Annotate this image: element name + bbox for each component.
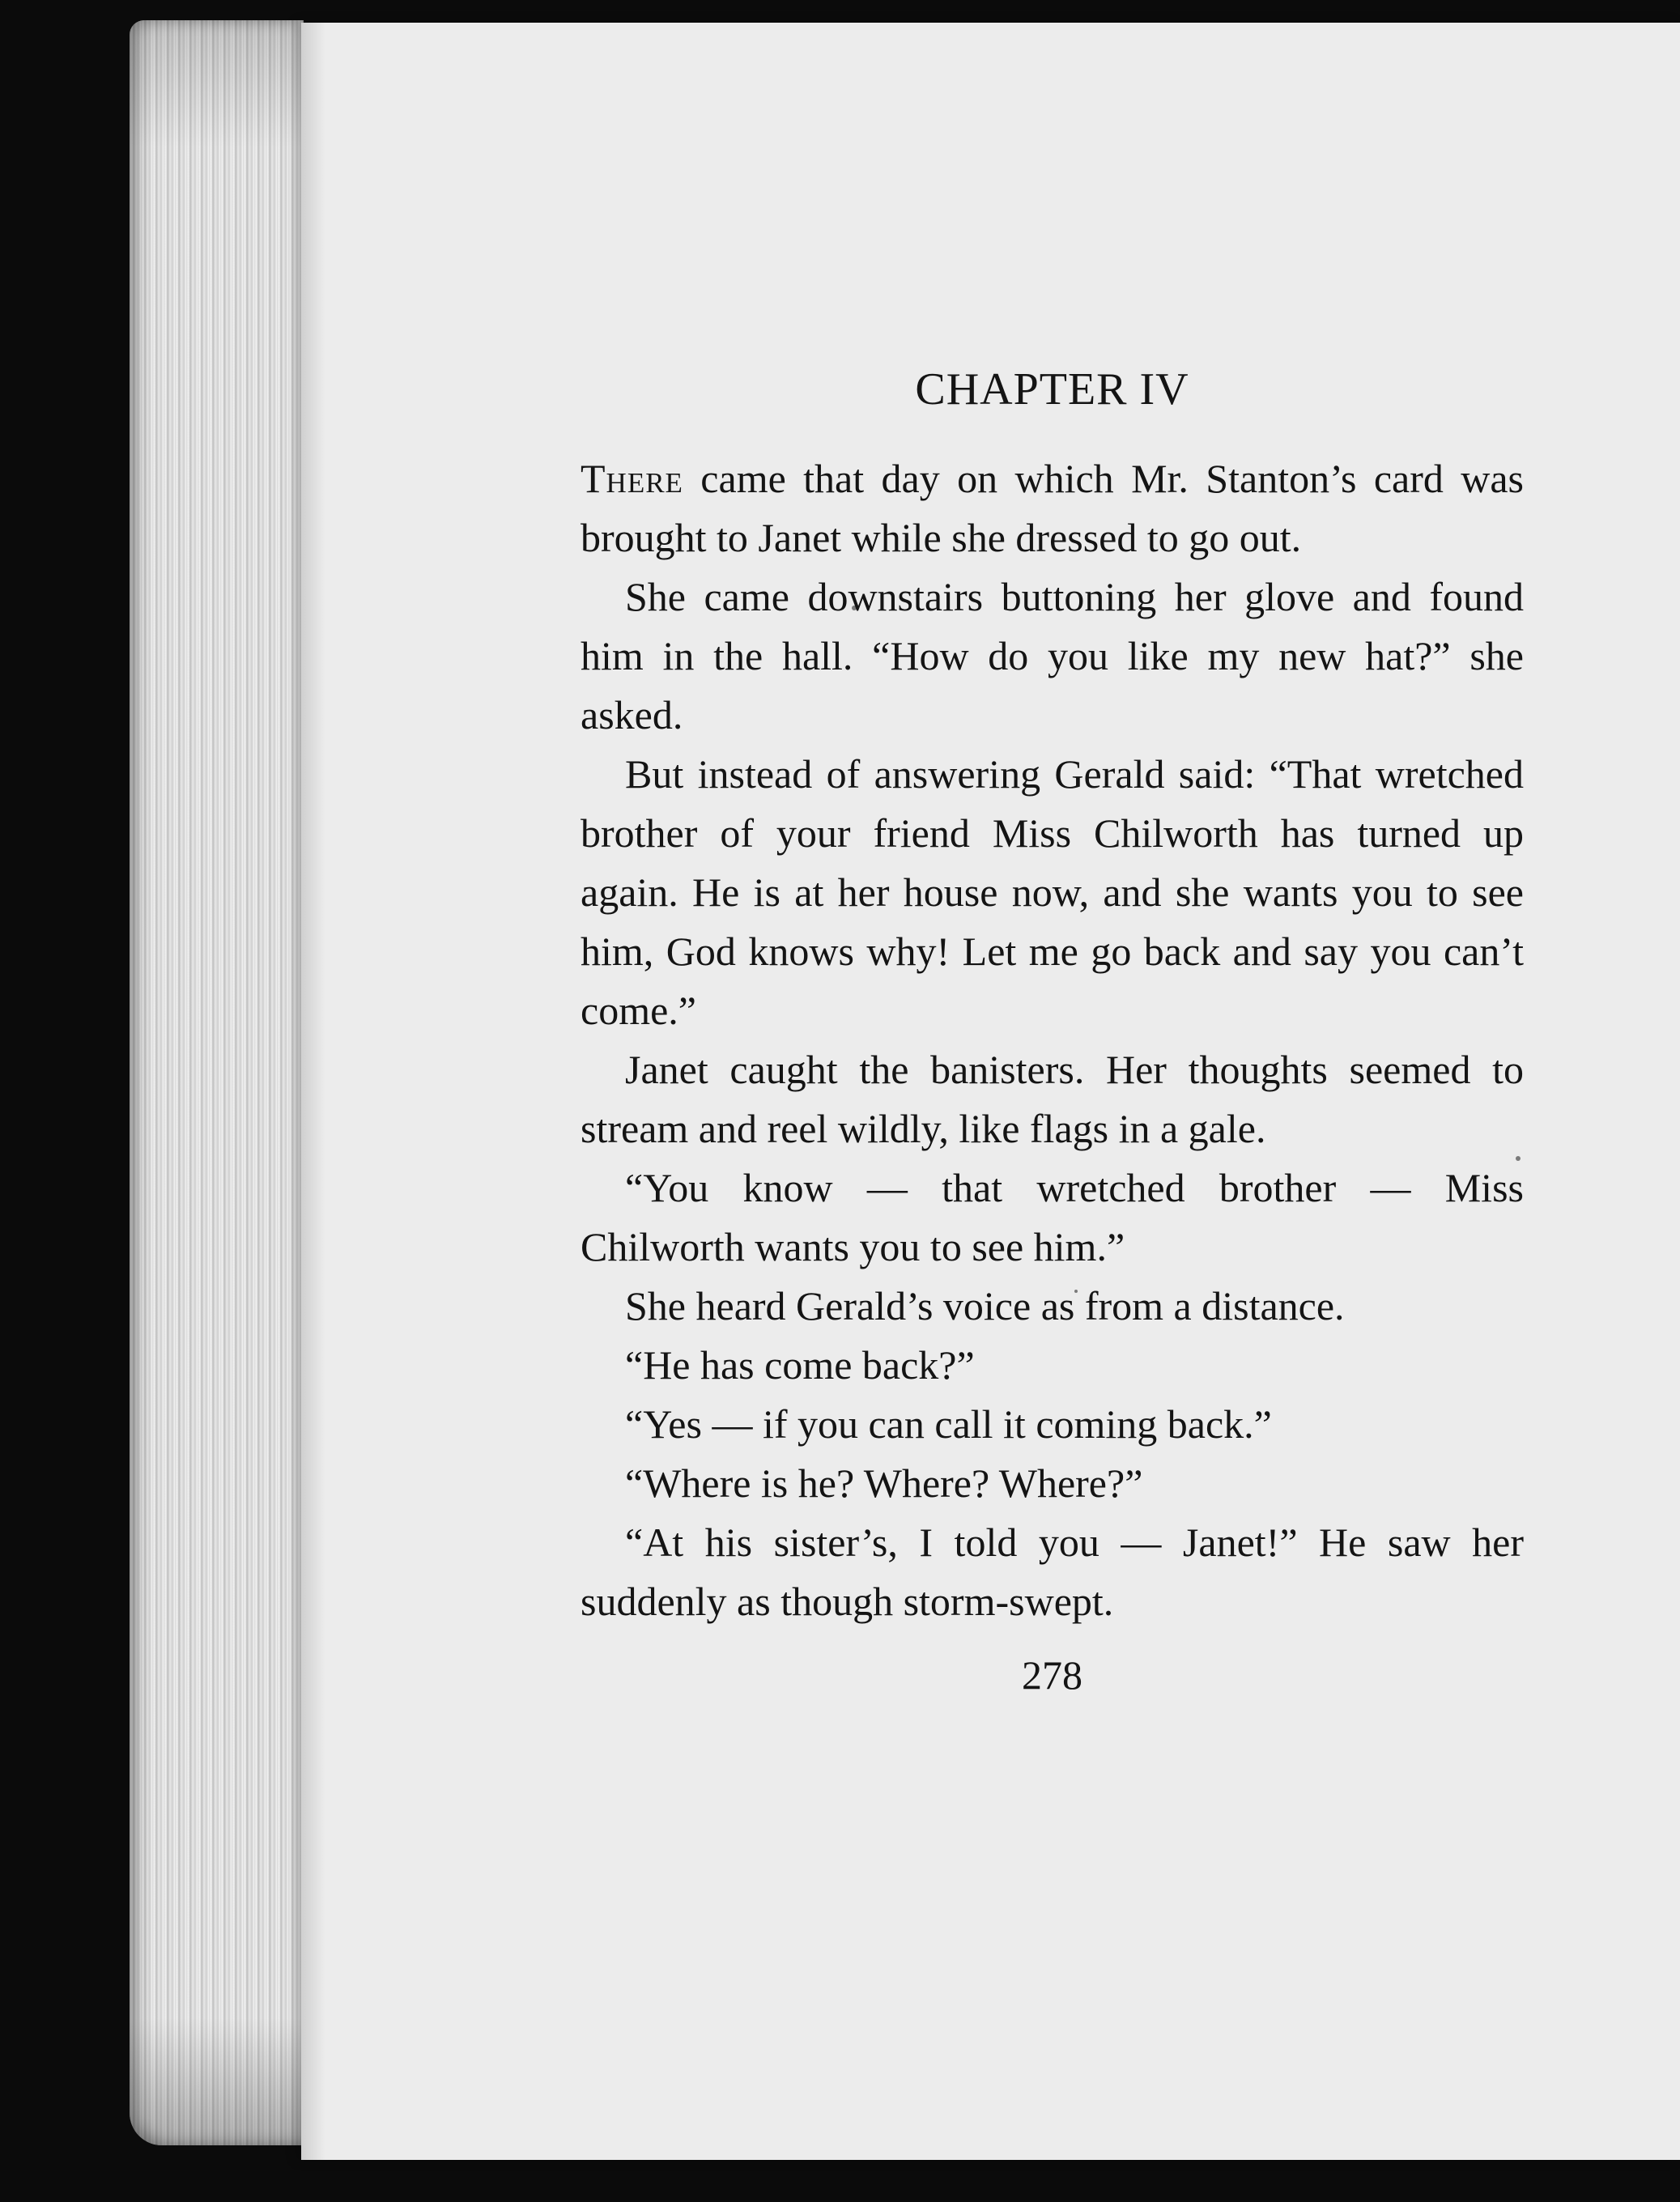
book-page: [301, 23, 1680, 2160]
paragraph-7: “He has come back?”: [625, 1342, 975, 1388]
book-page-edges: [130, 20, 304, 2145]
paragraph-6: She heard Gerald’s voice as from a distance.: [625, 1283, 1345, 1329]
paragraph-4: Janet caught the banisters. Her thoughts seemed to stream and reel wildly, like flags in a gale.: [581, 1047, 1524, 1152]
paragraph-1: [581, 449, 1524, 568]
paragraph-10: “At his sister’s, I told you — Janet!” He saw her suddenly as though storm-swept.: [581, 1520, 1524, 1625]
paragraph-9: “Where is he? Where? Where?”: [625, 1460, 1143, 1507]
paragraph-2: She came downstairs buttoning her glove and found him in the hall. “How do you like my new hat?” she asked.: [581, 574, 1524, 738]
paragraph-3: But instead of answering Gerald said: “That wretched brother of your friend Miss Chilworth has turned up again. He is at her house now, and she wants you to see him, God knows why! Let me go back and say you can’t come.”: [581, 751, 1524, 1034]
page-text-block: [581, 363, 1524, 1699]
paragraph-1-text: came that day on which Mr. Stanton’s card was brought to Janet while she dressed to go out.: [581, 456, 1524, 561]
chapter-title: CHAPTER IV: [915, 364, 1189, 414]
paragraph-8: “Yes — if you can call it coming back.”: [625, 1401, 1272, 1447]
paragraph-5: “You know — that wretched brother — Miss Chilworth wants you to see him.”: [581, 1165, 1524, 1270]
page-number: 278: [1022, 1652, 1082, 1698]
paragraph-1-lead-word: There: [581, 456, 683, 502]
